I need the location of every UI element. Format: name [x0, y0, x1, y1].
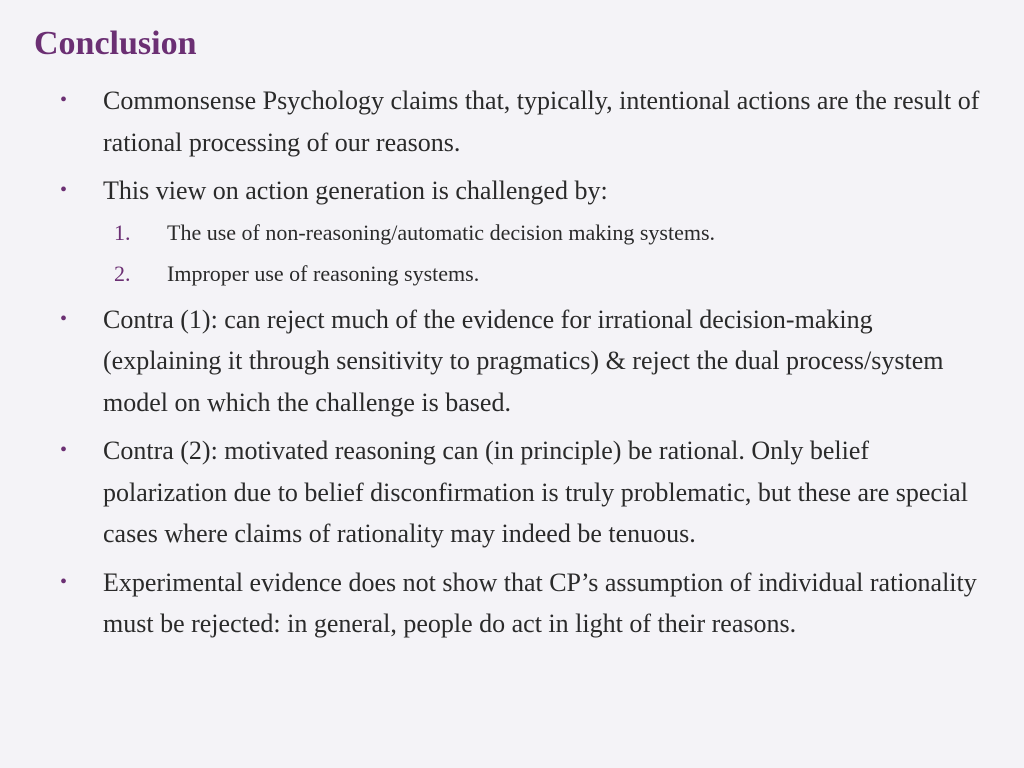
numbered-item: [60, 212, 980, 253]
bullet-text: Commonsense Psychology claims that, typically, intentional actions are the result of rational processing of our reasons.: [103, 86, 980, 157]
bullet-icon: •: [60, 570, 68, 593]
numbered-item: [60, 253, 980, 294]
item-number: 2.: [114, 260, 131, 286]
bullet-text: Experimental evidence does not show that CP’s assumption of individual rationality must be rejected: in general, people do act in light of their reasons.: [103, 567, 977, 638]
slide-content: [60, 80, 980, 652]
bullet-item: [60, 299, 980, 424]
numbered-sublist: [60, 212, 980, 294]
bullet-text: Contra (2): motivated reasoning can (in principle) be rational. Only belief polarization due to belief disconfirmation is truly problematic, but these are special cases where claims of rationality may indeed be tenuous.: [103, 436, 968, 548]
bullet-icon: •: [60, 307, 68, 330]
bullet-icon: •: [60, 179, 68, 201]
bullet-item: [60, 170, 980, 212]
bullet-icon: •: [60, 439, 68, 461]
bullet-item: [60, 430, 980, 555]
slide-title: Conclusion: [34, 25, 197, 62]
bullet-item: [60, 80, 980, 163]
bullet-icon: •: [60, 89, 68, 111]
item-text: Improper use of reasoning systems.: [167, 260, 480, 286]
bullet-item: [60, 562, 980, 645]
bullet-text: Contra (1): can reject much of the evidence for irrational decision-making (explaining it through sensitivity to pragmatics) & reject the dual process/system model on which the challenge is based.: [103, 304, 944, 417]
item-text: The use of non-reasoning/automatic decision making systems.: [167, 219, 716, 245]
item-number: 1.: [114, 219, 131, 245]
bullet-text: This view on action generation is challenged by:: [103, 176, 608, 205]
